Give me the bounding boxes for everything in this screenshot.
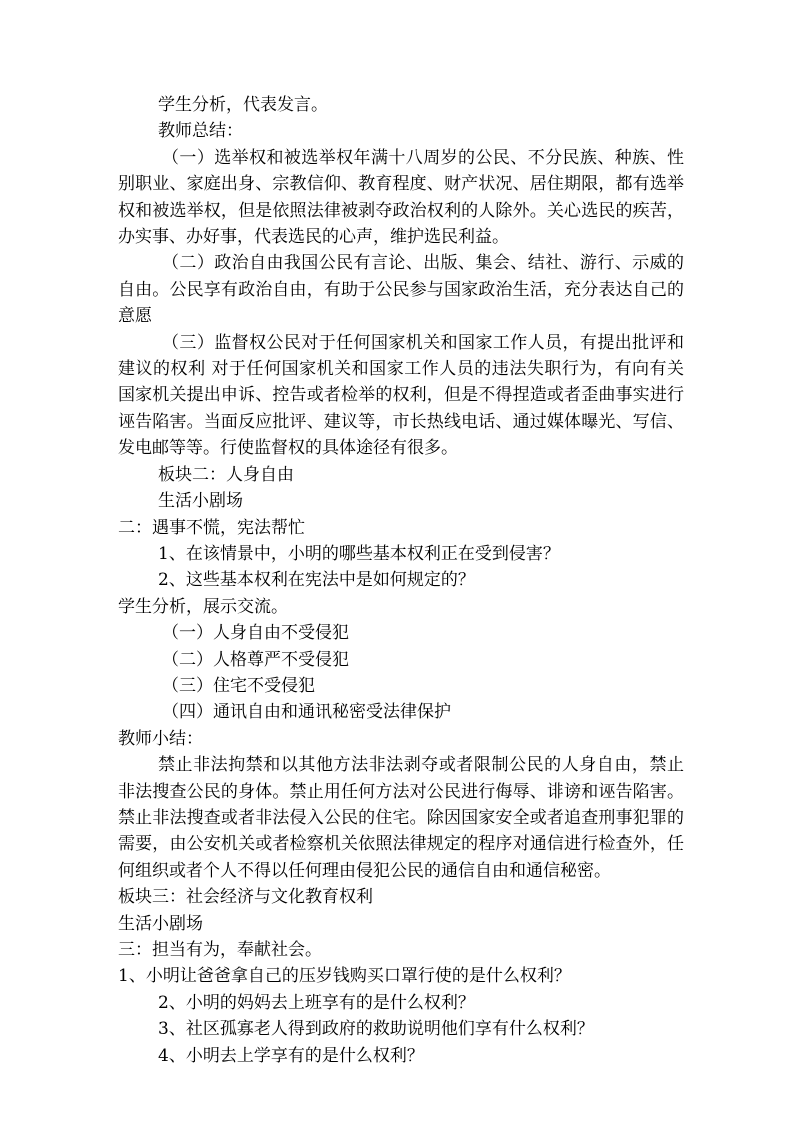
paragraph-student-analysis: 学生分析，代表发言。 (158, 95, 328, 115)
list-item-residence: （三）住宅不受侵犯 (162, 675, 315, 696)
paragraph-prohibitions: 禁止非法拘禁和以其他方法非法剥夺或者限制公民的人身自由，禁止非法搜查公民的身体。禁止用任何方法对公民进行侮辱、诽谤和诬告陷害。禁止非法搜查或者非法侵入公民的住宅。除因国家安全或者追查刑事犯罪的需要，由公安机关或者检察机关依照法律规定的程序对通信进行检查外，任何组织或者个人不得以任何理由侵犯公民的通信自由和通信秘密。 (118, 755, 684, 881)
question-item-2: 2、这些基本权利在宪法中是如何规定的？ (158, 570, 475, 591)
question-item-6: 4、小明去上学享有的是什么权利？ (158, 1045, 424, 1066)
section-heading-block-three: 板块三：社会经济与文化教育权利 (118, 887, 373, 908)
paragraph-political-freedom: （二）政治自由我国公民有言论、出版、集会、结社、游行、示威的自由。公民享有政治自由，有助于公民参与国家政治生活，充分表达自己的意愿 (118, 253, 684, 327)
subheading-life-theater-2: 生活小剧场 (118, 913, 203, 934)
paragraph-supervision-right: （三）监督权公民对于任何国家机关和国家工作人员，有提出批评和建议的权利 对于任何国家机关和国家工作人员的违法失职行为，有向有关国家机关提出申诉、控告或者检举的权利，但是不得捏造或者歪曲事实进行诬告陷害。当面反应批评、建议等，市长热线电话、通过媒体曝光、写信、发电邮等等。行使监督权的具体途径有很多。 (118, 332, 684, 459)
subheading-life-theater-1: 生活小剧场 (158, 491, 243, 512)
paragraph-right-to-vote: （一）选举权和被选举权年满十八周岁的公民、不分民族、种族、性别职业、家庭出身、宗教信仰、教育程度、财产状况、居住期限，都有选举权和被选举权，但是依照法律被剥夺政治权利的人除外。关心选民的疾苦，办实事、办好事，代表选民的心声，维护选民利益。 (118, 147, 684, 248)
list-item-personal-dignity: （二）人格尊严不受侵犯 (162, 649, 349, 670)
question-item-1: 1、在该情景中，小明的哪些基本权利正在受到侵害？ (158, 543, 560, 564)
question-item-5: 3、社区孤寡老人得到政府的救助说明他们享有什么权利？ (158, 1019, 594, 1040)
scenario-heading-two: 二：遇事不慌，宪法帮忙 (118, 517, 305, 538)
list-item-personal-freedom: （一）人身自由不受侵犯 (162, 623, 349, 644)
paragraph-student-exchange: 学生分析，展示交流。 (118, 596, 288, 617)
section-heading-block-two: 板块二：人身自由 (158, 464, 294, 485)
paragraph-teacher-conclusion-heading: 教师小结： (118, 728, 203, 749)
scenario-heading-three: 三：担当有为，奉献社会。 (118, 940, 322, 960)
question-item-4: 2、小明的妈妈去上班享有的是什么权利？ (158, 992, 475, 1013)
question-item-3: 1、小明让爸爸拿自己的压岁钱购买口罩行使的是什么权利？ (118, 966, 571, 987)
document-body (118, 92, 684, 1069)
list-item-communication: （四）通讯自由和通讯秘密受法律保护 (162, 702, 451, 723)
paragraph-teacher-summary-heading: 教师总结： (158, 121, 243, 142)
